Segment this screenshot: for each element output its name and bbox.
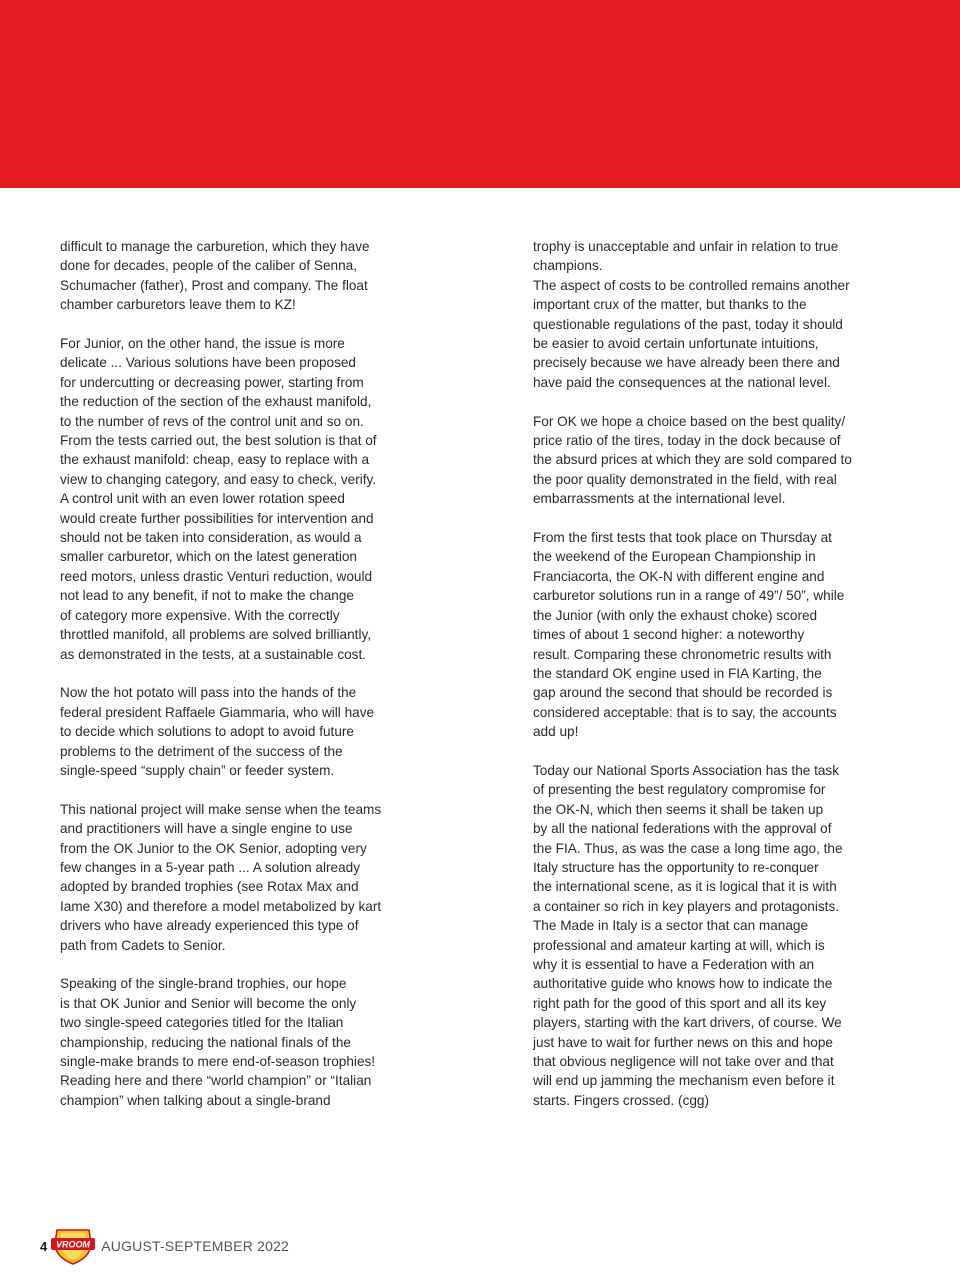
text-line: Speaking of the single-brand trophies, our hope bbox=[60, 976, 347, 992]
page-number: 4 bbox=[40, 1238, 48, 1254]
text-line: gap around the second that should be recorded is bbox=[533, 685, 833, 701]
text-line: questionable regulations of the past, today it should bbox=[533, 316, 843, 332]
text-line: two single-speed categories titled for the Italian bbox=[60, 1015, 344, 1031]
text-line: Iame X30) and therefore a model metabolized by kart bbox=[60, 898, 382, 914]
text-line: single-speed “supply chain” or feeder system. bbox=[60, 762, 335, 778]
article-paragraph bbox=[60, 800, 405, 955]
article-paragraph bbox=[533, 412, 878, 509]
text-line: Franciacorta, the OK-N with different engine and bbox=[533, 568, 825, 584]
text-line: will end up jamming the mechanism even before it bbox=[533, 1073, 835, 1089]
text-line: single-make brands to mere end-of-season trophies! bbox=[60, 1054, 376, 1069]
text-line: of presenting the best regulatory compromise for bbox=[533, 782, 826, 798]
text-line: The Made in Italy is a sector that can manage bbox=[533, 918, 809, 934]
text-line: This national project will make sense when the teams bbox=[60, 801, 382, 817]
text-line: reed motors, unless drastic Venturi reduction, would bbox=[60, 568, 373, 584]
text-line: to decide which solutions to adopt to avoid future bbox=[60, 724, 354, 740]
text-line: Now the hot potato will pass into the hands of the bbox=[60, 685, 357, 701]
text-line: view to changing category, and easy to check, verify. bbox=[60, 471, 377, 487]
text-line: the weekend of the European Championship in bbox=[533, 549, 816, 565]
text-line: by all the national federations with the approval of bbox=[533, 821, 832, 837]
article-paragraph bbox=[533, 761, 878, 1110]
text-line: the exhaust manifold: cheap, easy to replace with a bbox=[60, 452, 370, 468]
text-line: for undercutting or decreasing power, starting from bbox=[60, 374, 364, 390]
text-line: be easier to avoid certain unfortunate intuitions, bbox=[533, 336, 819, 352]
text-line: authoritative guide who knows how to indicate the bbox=[533, 976, 833, 992]
article-paragraph bbox=[533, 237, 878, 392]
text-line: Today our National Sports Association has the task bbox=[533, 762, 840, 778]
article-paragraph bbox=[60, 974, 405, 1110]
text-line: price ratio of the tires, today in the dock because of bbox=[533, 433, 841, 449]
article-paragraph bbox=[60, 683, 405, 780]
text-line: chamber carburetors leave them to KZ! bbox=[60, 297, 296, 313]
text-line: result. Comparing these chronometric results with bbox=[533, 646, 832, 662]
article-column-right bbox=[533, 237, 878, 1110]
text-line: problems to the detriment of the success of the bbox=[60, 743, 343, 759]
article-column-left bbox=[60, 237, 405, 1110]
text-line: carburetor solutions run in a range of 49”/ 50”, while bbox=[533, 588, 845, 604]
text-line: For Junior, on the other hand, the issue is more bbox=[60, 336, 345, 352]
text-line: to the number of revs of the control unit and so on. bbox=[60, 413, 364, 429]
text-line: why it is essential to have a Federation with an bbox=[533, 956, 815, 972]
text-line: precisely because we have already been there and bbox=[533, 355, 840, 371]
article-paragraph bbox=[60, 237, 405, 315]
text-line: the reduction of the section of the exhaust manifold, bbox=[60, 394, 372, 410]
text-line: A control unit with an even lower rotation speed bbox=[60, 491, 345, 507]
text-line: Reading here and there “world champion” or “Italian bbox=[60, 1073, 372, 1089]
text-line: adopted by branded trophies (see Rotax Max and bbox=[60, 879, 359, 895]
text-line: champions. bbox=[533, 258, 603, 274]
text-line: championship, reducing the national finals of the bbox=[60, 1034, 351, 1050]
text-line: and practitioners will have a single engine to use bbox=[60, 821, 353, 837]
text-line: From the tests carried out, the best solution is that of bbox=[60, 433, 377, 449]
text-line: the absurd prices at which they are sold compared to bbox=[533, 452, 852, 468]
text-line: a container so rich in key players and protagonists. bbox=[533, 898, 840, 914]
vroom-logo bbox=[51, 1227, 95, 1265]
text-line: starts. Fingers crossed. (cgg) bbox=[533, 1092, 710, 1108]
page-footer bbox=[40, 1226, 289, 1266]
text-line: of category more expensive. With the correctly bbox=[60, 607, 340, 623]
text-line: the FIA. Thus, as was the case a long time ago, the bbox=[533, 840, 843, 856]
text-line: the international scene, as it is logical that it is with bbox=[533, 879, 837, 895]
text-line: as demonstrated in the tests, at a sustainable cost. bbox=[60, 646, 367, 662]
text-line: considered acceptable: that is to say, the accounts bbox=[533, 704, 837, 720]
text-line: federal president Raffaele Giammaria, who will have bbox=[60, 704, 375, 720]
text-line: From the first tests that took place on Thursday at bbox=[533, 530, 832, 546]
text-line: the Junior (with only the exhaust choke) scored bbox=[533, 607, 818, 623]
text-line: difficult to manage the carburetion, which they have bbox=[60, 239, 370, 254]
header-red-band bbox=[0, 0, 960, 188]
issue-date: AUGUST-SEPTEMBER 2022 bbox=[101, 1238, 290, 1254]
text-line: important crux of the matter, but thanks to the bbox=[533, 297, 807, 313]
text-line: delicate ... Various solutions have been proposed bbox=[60, 355, 356, 371]
text-line: professional and amateur karting at will, which is bbox=[533, 937, 825, 953]
text-line: done for decades, people of the caliber of Senna, bbox=[60, 258, 358, 274]
text-line: have paid the consequences at the national level. bbox=[533, 374, 831, 390]
text-line: Schumacher (father), Prost and company. The float bbox=[60, 277, 368, 293]
text-line: The aspect of costs to be controlled remains another bbox=[533, 277, 850, 293]
text-line: would create further possibilities for intervention and bbox=[60, 510, 374, 526]
text-line: times of about 1 second higher: a noteworthy bbox=[533, 627, 805, 643]
text-line: just have to wait for further news on this and hope bbox=[533, 1034, 833, 1050]
text-line: trophy is unacceptable and unfair in relation to true bbox=[533, 239, 839, 254]
text-line: champion” when talking about a single-brand bbox=[60, 1092, 331, 1108]
text-line: throttled manifold, all problems are solved brilliantly, bbox=[60, 627, 372, 643]
article-paragraph bbox=[533, 528, 878, 741]
text-line: the poor quality demonstrated in the field, with real bbox=[533, 471, 837, 487]
text-line: add up! bbox=[533, 724, 579, 740]
text-line: from the OK Junior to the OK Senior, adopting very bbox=[60, 840, 367, 856]
text-line: that obvious negligence will not take over and that bbox=[533, 1054, 834, 1070]
text-line: the standard OK engine used in FIA Karting, the bbox=[533, 665, 822, 681]
text-line: players, starting with the kart drivers, of course. We bbox=[533, 1015, 842, 1031]
text-line: drivers who have already experienced this type of bbox=[60, 918, 359, 934]
logo-wordmark: VROOM bbox=[56, 1239, 91, 1250]
text-line: right path for the good of this sport and all its key bbox=[533, 995, 827, 1011]
text-line: should not be taken into consideration, as would a bbox=[60, 530, 362, 546]
text-line: Italy structure has the opportunity to re-conquer bbox=[533, 859, 819, 875]
text-line: few changes in a 5-year path ... A solution already bbox=[60, 859, 361, 875]
text-line: embarrassments at the international level. bbox=[533, 491, 786, 507]
text-line: not lead to any benefit, if not to make the change bbox=[60, 588, 354, 604]
text-line: smaller carburetor, which on the latest generation bbox=[60, 549, 357, 565]
text-line: the OK-N, which then seems it shall be taken up bbox=[533, 801, 824, 817]
article-paragraph bbox=[60, 334, 405, 664]
text-line: is that OK Junior and Senior will become the only bbox=[60, 995, 357, 1011]
text-line: path from Cadets to Senior. bbox=[60, 937, 226, 953]
text-line: For OK we hope a choice based on the best quality/ bbox=[533, 413, 846, 429]
